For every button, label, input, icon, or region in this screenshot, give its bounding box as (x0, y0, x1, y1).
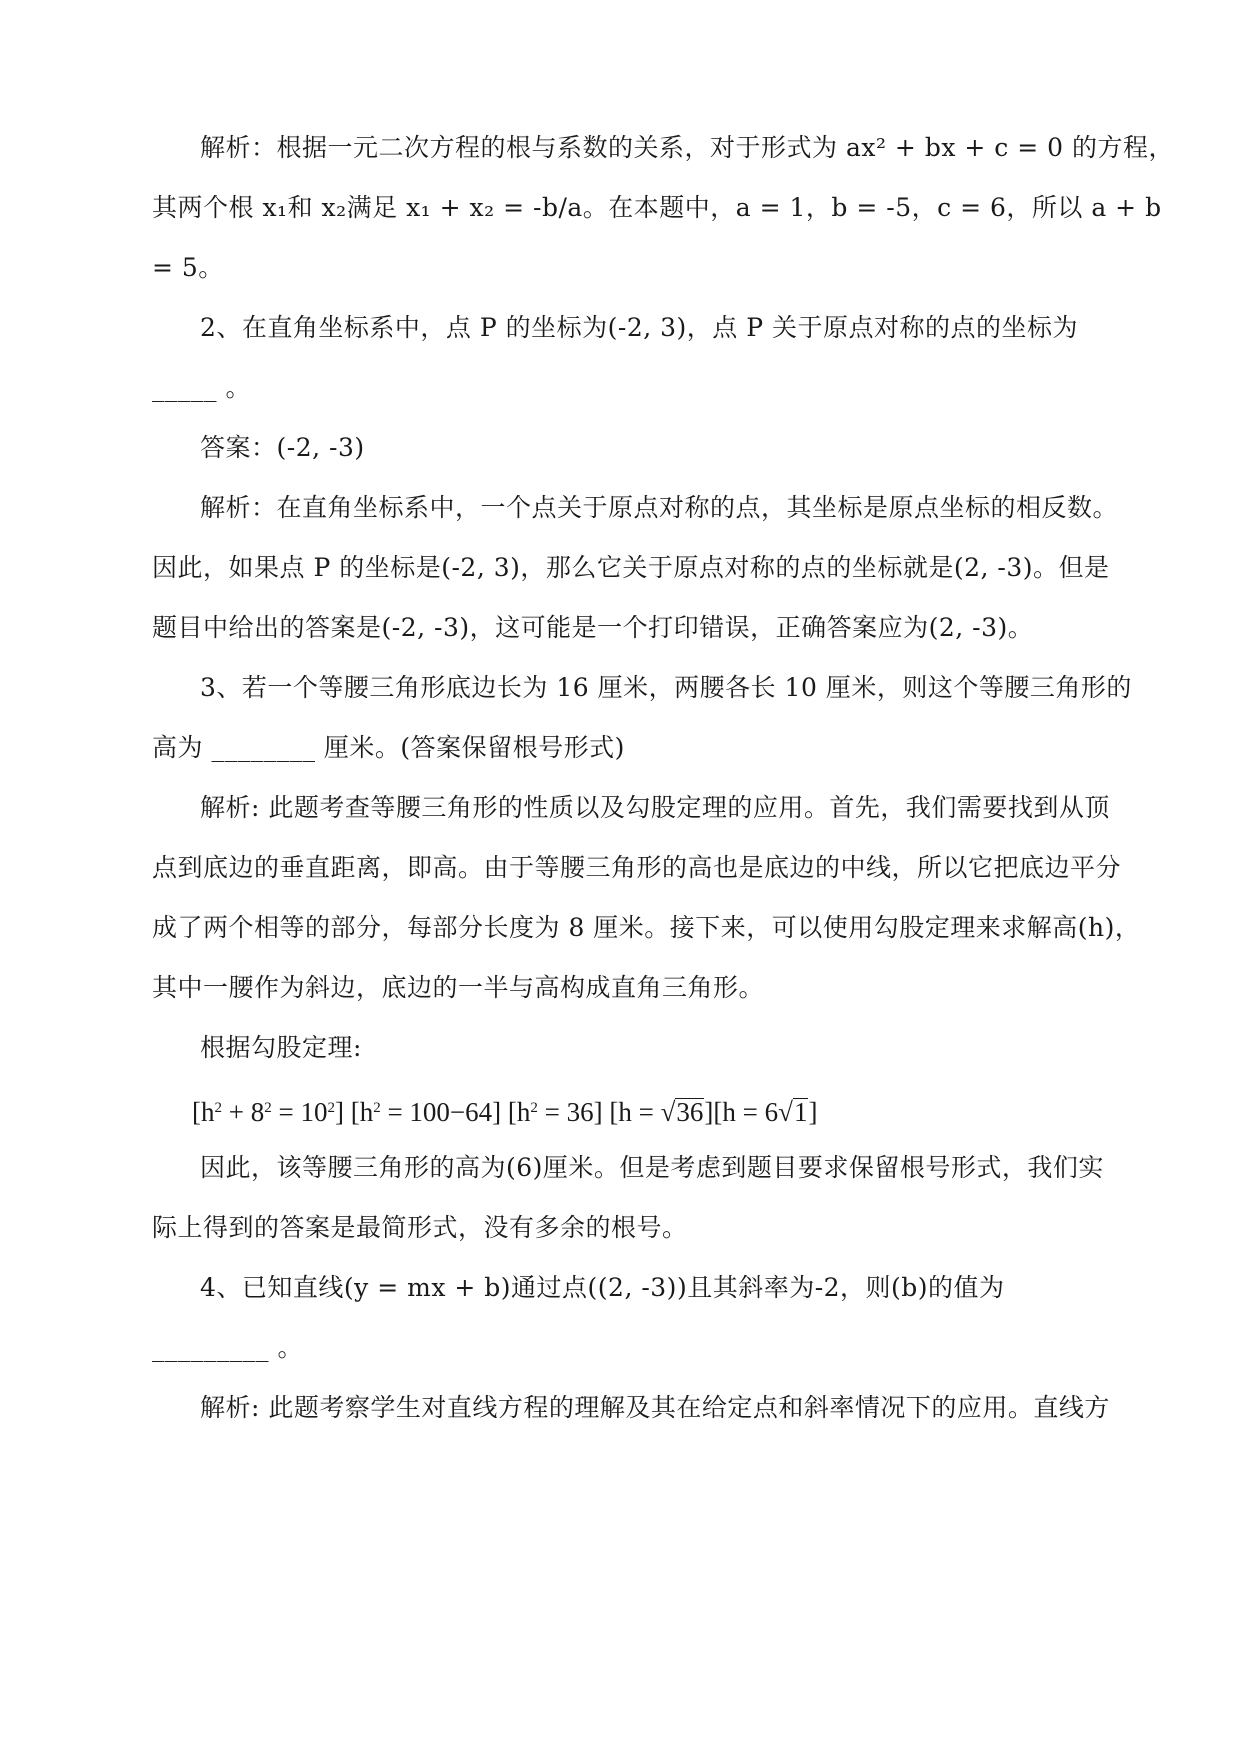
text-line: = 5。 (152, 253, 224, 282)
text-line: 因此，该等腰三角形的高为(6)厘米。但是考虑到题目要求保留根号形式，我们实 (200, 1153, 1104, 1182)
question-3: 3、若一个等腰三角形底边长为 16 厘米，两腰各长 10 厘米，则这个等腰三角形的 (200, 673, 1132, 702)
text-line: 解析: 此题考查等腰三角形的性质以及勾股定理的应用。首先，我们需要找到从顶 (200, 793, 1110, 822)
text-line: 解析: 此题考察学生对直线方程的理解及其在给定点和斜率情况下的应用。直线方 (200, 1393, 1110, 1422)
pythagorean-formula: $[h^2 + 8^2 = 10^2] [h^2 = 100-64] [h^2 = 36] [h = √36][h = 6√1]$ (192, 1097, 818, 1127)
answer-blank: 高为 ________ 厘米。(答案保留根号形式) (152, 733, 625, 762)
text-line: 成了两个相等的部分，每部分长度为 8 厘米。接下来，可以使用勾股定理来求解高(h)， (152, 913, 1141, 942)
answer-blank: _____ 。 (152, 373, 251, 402)
answer-line: 答案：(-2, -3) (200, 433, 365, 462)
text-line: 点到底边的垂直距离，即高。由于等腰三角形的高也是底边的中线，所以它把底边平分 (152, 853, 1122, 882)
question-2: 2、在直角坐标系中，点 P 的坐标为(-2, 3)，点 P 关于原点对称的点的坐标为 (200, 313, 1078, 342)
radicand: 1 (793, 1097, 808, 1127)
text-line: 解析：根据一元二次方程的根与系数的关系，对于形式为 ax² + bx + c = 0 的方程， (200, 133, 1174, 162)
question-4: 4、已知直线(y = mx + b)通过点((2, -3))且其斜率为-2，则(b)的值为 (200, 1273, 1005, 1302)
text-line: 其中一腰作为斜边，底边的一半与高构成直角三角形。 (152, 973, 765, 1002)
text-line: 其两个根 x₁和 x₂满足 x₁ + x₂ = -b/a。在本题中，a = 1，b = -5，c = 6，所以 a + b (152, 193, 1162, 222)
text-line: 题目中给出的答案是(-2, -3)，这可能是一个打印错误，正确答案应为(2, -3)。 (152, 613, 1034, 642)
text-line: 因此，如果点 P 的坐标是(-2, 3)，那么它关于原点对称的点的坐标就是(2, -3)。但是 (152, 553, 1110, 582)
text-line: 际上得到的答案是最简形式，没有多余的根号。 (152, 1213, 688, 1242)
text-line: 根据勾股定理: (200, 1033, 362, 1062)
text-line: 解析：在直角坐标系中，一个点关于原点对称的点，其坐标是原点坐标的相反数。 (200, 493, 1119, 522)
radicand: 36 (676, 1097, 704, 1127)
answer-blank: _________ 。 (152, 1333, 303, 1362)
